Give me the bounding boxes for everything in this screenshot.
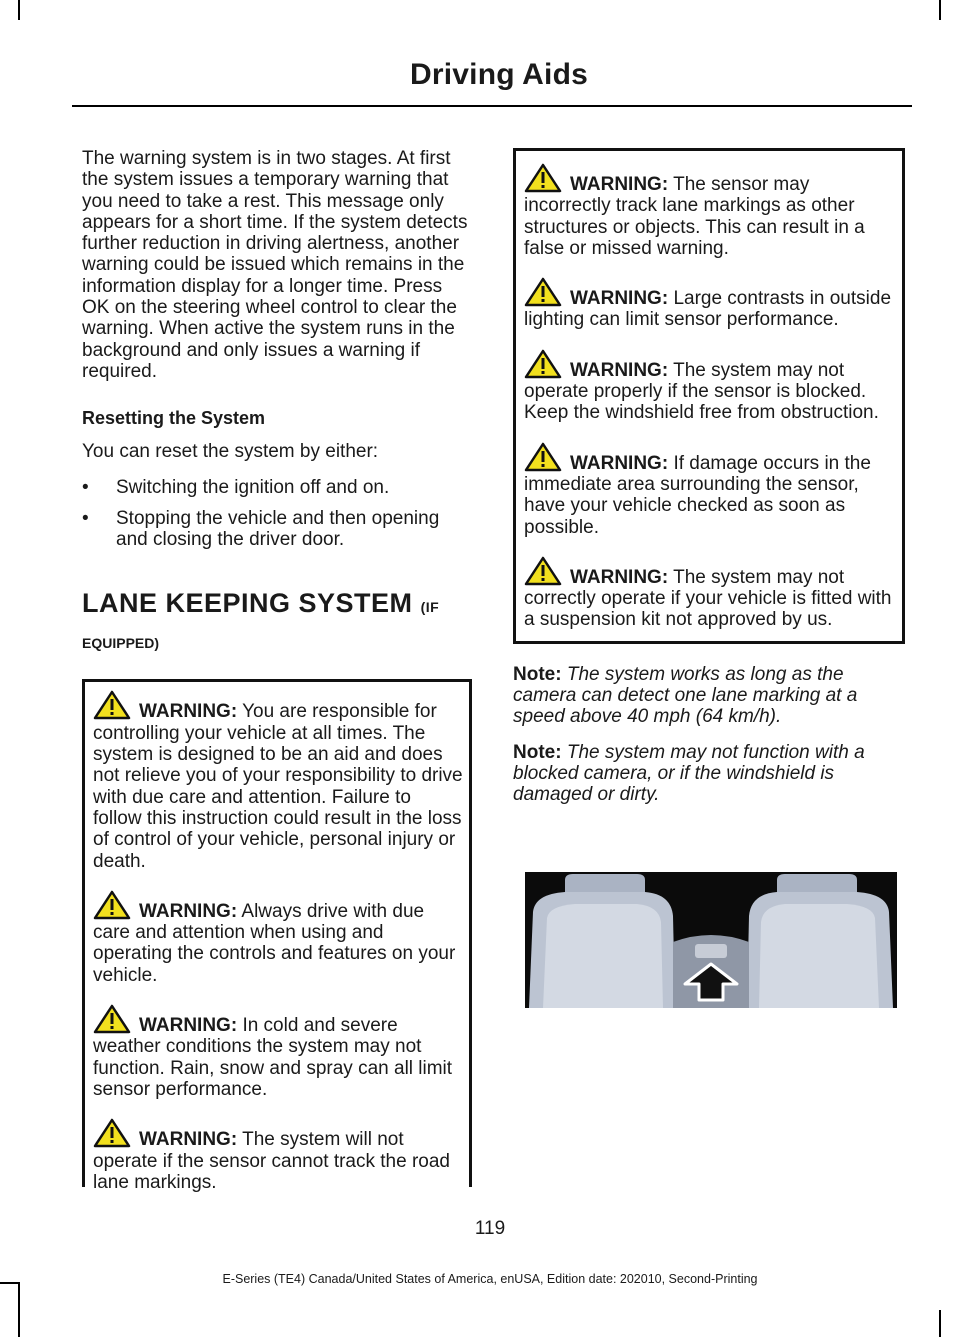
right-column (513, 148, 905, 820)
warning-item (524, 442, 896, 538)
warning-text: Large contrasts in outside lighting can limit sensor performance. (524, 288, 892, 331)
page-number: 119 (474, 1218, 506, 1239)
camera-location-illustration (525, 872, 897, 1008)
warning-label: WARNING: (139, 900, 238, 922)
intro-paragraph: The warning system is in two stages. At first the system issues a temporary warning that you need to take a rest. This message only appears for a short time. If the system detects further reduction in driving alertness, another warning could be issued which remains in the information display for a longer time. Press OK on the steering wheel control to clear the warning. When active the system runs in the background and only issues a warning if required. (82, 148, 468, 382)
warning-triangle-icon (524, 556, 562, 586)
warning-triangle-icon (93, 1118, 131, 1148)
reset-bullets (82, 477, 474, 551)
warning-box-right (513, 148, 905, 644)
left-column (82, 148, 474, 1193)
warning-triangle-icon (524, 442, 562, 472)
warning-triangle-icon (93, 690, 131, 720)
bullet-text: Stopping the vehicle and then opening and closing the driver door. (116, 507, 440, 551)
warning-label: WARNING: (139, 1129, 238, 1151)
warning-text: In cold and severe weather conditions the system may not function. Rain, snow and spray can all limit sensor performance. (93, 1015, 453, 1100)
warning-text: The system may not operate properly if the sensor is blocked. Keep the windshield free from obstruction. (524, 359, 879, 424)
section-title (82, 588, 474, 619)
section-title-small: (IF (420, 599, 440, 616)
crop-mark-bottom-left (18, 1282, 20, 1337)
warning-item (524, 277, 896, 331)
bullet-mark: • (82, 507, 89, 529)
warning-item (524, 556, 896, 631)
section-title-main: LANE KEEPING SYSTEM (82, 588, 413, 619)
bullet-text: Switching the ignition off and on. (116, 476, 390, 498)
note-text: The system may not function with a blocked camera, or if the windshield is damaged or dirty. (513, 741, 865, 806)
crop-mark-top-right (939, 0, 941, 20)
resetting-subhead: Resetting the System (82, 408, 266, 429)
warning-item (93, 1004, 463, 1100)
section-title-continued: EQUIPPED) (82, 635, 160, 652)
warning-triangle-icon (93, 1004, 131, 1034)
warning-label: WARNING: (139, 1015, 238, 1037)
warning-text: The system may not correctly operate if your vehicle is fitted with a suspension kit not approved by us. (524, 566, 892, 631)
note-item (513, 742, 905, 806)
warning-text: Always drive with due care and attention when using and operating the controls and features on your vehicle. (93, 900, 456, 986)
note-label: Note: (513, 741, 562, 763)
warning-label: WARNING: (570, 359, 669, 381)
warning-item (93, 1118, 463, 1193)
warning-triangle-icon (524, 163, 562, 193)
note-item (513, 664, 905, 728)
bullet-item (82, 477, 474, 498)
crop-mark-bottom-right (939, 1310, 941, 1337)
bullet-item (82, 508, 474, 551)
edition-line: E-Series (TE4) Canada/United States of America, enUSA, Edition date: 202010, Second-Printing (222, 1272, 758, 1286)
note-text: The system works as long as the camera can detect one lane marking at a speed above 40 mph (64 km/h). (513, 663, 858, 728)
crop-mark-top-left (18, 0, 20, 20)
warning-text: If damage occurs in the immediate area surrounding the sensor, have your vehicle checked as soon as possible. (524, 452, 871, 538)
page-header-title: Driving Aids (410, 58, 588, 91)
warning-label: WARNING: (139, 701, 238, 723)
warning-text: The system will not operate if the sensor cannot track the road lane markings. (93, 1129, 450, 1193)
warning-label: WARNING: (570, 566, 669, 588)
header-rule (72, 105, 912, 107)
warning-label: WARNING: (570, 174, 669, 195)
warning-triangle-icon (93, 890, 131, 920)
warning-item (93, 890, 463, 986)
reset-intro: You can reset the system by either: (82, 441, 379, 463)
warning-box-left (82, 679, 472, 1193)
warning-item (93, 690, 463, 871)
warning-triangle-icon (524, 277, 562, 307)
warning-label: WARNING: (570, 452, 669, 474)
warning-text: The sensor may incorrectly track lane markings as other structures or objects. This can result in a false or missed warning. (524, 174, 865, 259)
warning-item (524, 349, 896, 424)
warning-text: You are responsible for controlling your vehicle at all times. The system is designed to be an aid and does not relieve you of your responsibility to drive with due care and attention. Failure to follow this instruction could result in the loss of control of your vehicle, personal injury or death. (93, 701, 463, 872)
warning-triangle-icon (524, 349, 562, 379)
bullet-mark: • (82, 476, 89, 498)
warning-item (524, 163, 896, 259)
warning-label: WARNING: (570, 288, 669, 310)
note-label: Note: (513, 663, 562, 685)
